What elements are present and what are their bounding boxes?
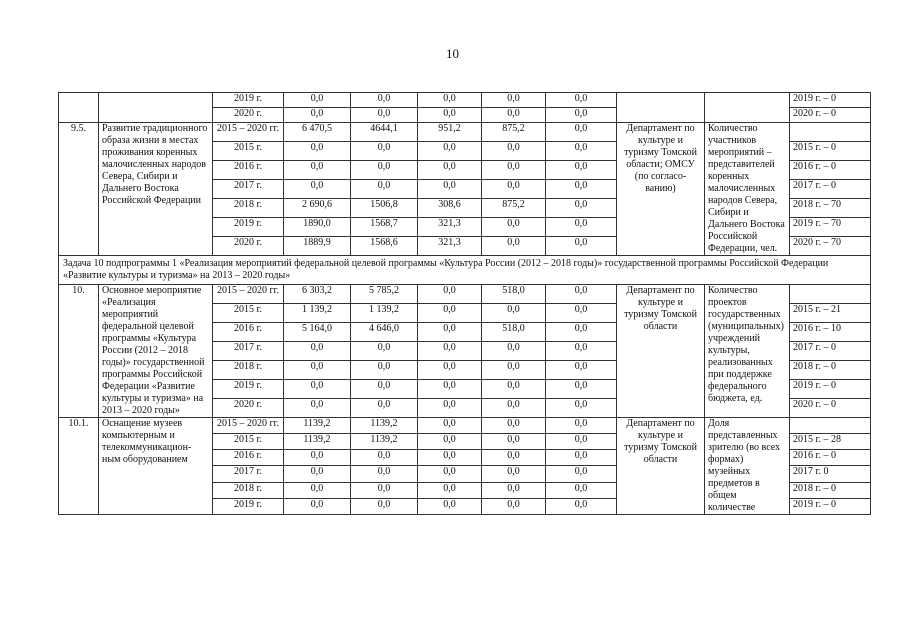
amount-cell: 0,0 [284,466,351,482]
amount-cell: 0,0 [482,482,546,498]
amount-cell: 518,0 [482,285,546,304]
amount-cell: 0,0 [546,482,617,498]
amount-cell: 0,0 [418,418,482,434]
amount-cell: 1139,2 [284,434,351,450]
indicator-value: 2019 г. – 0 [790,498,871,514]
page-number: 10 [446,46,459,61]
amount-cell: 0,0 [418,93,482,108]
period-cell: 2016 г. [213,161,284,180]
indicator-value: 2015 г. – 0 [790,142,871,161]
item-name: Основное мероприятие «Реализация мероприятий федеральной целевой программы «Культура России (2012 – 2018 годы)» государственной программы Российской Федерации «Развитие культуры и туризма» на 2013 – 2020 годы» [99,285,213,418]
period-cell: 2019 г. [213,498,284,514]
amount-cell: 0,0 [482,218,546,237]
amount-cell: 0,0 [418,323,482,342]
amount-cell: 0,0 [546,450,617,466]
amount-cell: 1506,8 [351,199,418,218]
indicator-value [790,123,871,142]
amount-cell: 0,0 [418,304,482,323]
amount-cell: 0,0 [418,380,482,399]
period-cell: 2015 – 2020 гг. [213,285,284,304]
amount-cell: 0,0 [284,361,351,380]
amount-cell: 0,0 [418,399,482,418]
period-cell: 2015 – 2020 гг. [213,418,284,434]
amount-cell: 321,3 [418,218,482,237]
period-cell: 2017 г. [213,466,284,482]
amount-cell: 308,6 [418,199,482,218]
indicator-value: 2018 г. – 0 [790,482,871,498]
item-number: 10.1. [59,418,99,515]
amount-cell: 0,0 [546,218,617,237]
indicator-value: 2020 г. – 0 [790,399,871,418]
indicator-value: 2017 г. – 0 [790,342,871,361]
period-cell: 2020 г. [213,399,284,418]
amount-cell: 0,0 [418,361,482,380]
amount-cell: 0,0 [482,93,546,108]
amount-cell: 0,0 [351,342,418,361]
amount-cell: 0,0 [418,342,482,361]
amount-cell: 0,0 [482,142,546,161]
amount-cell: 0,0 [418,285,482,304]
amount-cell: 0,0 [546,142,617,161]
amount-cell: 0,0 [351,482,418,498]
item-name: Развитие традиционного образа жизни в местах проживания коренных малочисленных народов Севера, Сибири и Дальнего Востока Российской Федерации [99,123,213,256]
amount-cell: 1139,2 [351,434,418,450]
item-number: 10. [59,285,99,418]
executor-cell: Департамент по культуре и туризму Томской области [617,418,705,515]
period-cell: 2017 г. [213,180,284,199]
amount-cell: 0,0 [546,434,617,450]
indicator-value: 2019 г. – 0 [790,93,871,108]
amount-cell: 0,0 [482,108,546,123]
amount-cell: 875,2 [482,199,546,218]
amount-cell: 0,0 [546,418,617,434]
indicator-name [705,93,790,123]
amount-cell: 1568,7 [351,218,418,237]
amount-cell: 0,0 [351,93,418,108]
amount-cell: 0,0 [284,380,351,399]
indicator-value: 2018 г. – 0 [790,361,871,380]
amount-cell: 2 690,6 [284,199,351,218]
table-row [59,285,871,304]
period-cell: 2019 г. [213,93,284,108]
executor-cell: Департамент по культуре и туризму Томской области [617,285,705,418]
amount-cell: 0,0 [546,342,617,361]
indicator-value [790,285,871,304]
amount-cell: 0,0 [546,380,617,399]
amount-cell: 1890,0 [284,218,351,237]
amount-cell: 0,0 [418,466,482,482]
indicator-value: 2016 г. – 10 [790,323,871,342]
indicator-name: Доля представленных зрителю (во всех формах) музейных предметов в общем количестве [705,418,790,515]
period-cell: 2020 г. [213,237,284,256]
amount-cell: 0,0 [546,123,617,142]
amount-cell: 0,0 [546,466,617,482]
amount-cell: 0,0 [284,180,351,199]
amount-cell: 0,0 [546,323,617,342]
amount-cell: 0,0 [351,161,418,180]
indicator-value: 2020 г. – 70 [790,237,871,256]
period-cell: 2016 г. [213,323,284,342]
amount-cell: 0,0 [482,399,546,418]
indicator-value: 2019 г. – 0 [790,380,871,399]
amount-cell: 0,0 [482,498,546,514]
indicator-value: 2018 г. – 70 [790,199,871,218]
amount-cell: 0,0 [482,466,546,482]
amount-cell: 0,0 [546,498,617,514]
amount-cell: 0,0 [284,482,351,498]
amount-cell: 0,0 [351,361,418,380]
amount-cell: 0,0 [418,482,482,498]
amount-cell: 0,0 [284,498,351,514]
amount-cell: 0,0 [482,180,546,199]
amount-cell: 0,0 [546,237,617,256]
indicator-value: 2017 г. 0 [790,466,871,482]
amount-cell: 0,0 [284,108,351,123]
amount-cell: 0,0 [546,199,617,218]
amount-cell: 0,0 [284,399,351,418]
period-cell: 2018 г. [213,199,284,218]
period-cell: 2019 г. [213,218,284,237]
amount-cell: 951,2 [418,123,482,142]
period-cell: 2015 г. [213,142,284,161]
amount-cell: 0,0 [546,285,617,304]
indicator-value: 2016 г. – 0 [790,450,871,466]
amount-cell: 0,0 [418,108,482,123]
amount-cell: 6 470,5 [284,123,351,142]
indicator-value: 2019 г. – 70 [790,218,871,237]
indicator-name: Количество проектов государственных (муниципальных) учреждений культуры, реализованных при поддержке федерального бюджета, ед. [705,285,790,418]
amount-cell: 0,0 [546,161,617,180]
amount-cell: 0,0 [418,434,482,450]
period-cell: 2015 г. [213,304,284,323]
indicator-value: 2017 г. – 0 [790,180,871,199]
amount-cell: 0,0 [482,237,546,256]
amount-cell: 5 164,0 [284,323,351,342]
indicator-name: Количество участников мероприятий – представителей коренных малочисленных народов Севера, Сибири и Дальнего Востока Российской Федерации, чел. [705,123,790,256]
period-cell: 2020 г. [213,108,284,123]
item-name: Оснащение музеев компьютерным и телекоммуникацион-ным оборудованием [99,418,213,515]
amount-cell: 0,0 [351,399,418,418]
table-row [59,93,871,108]
amount-cell: 0,0 [546,361,617,380]
amount-cell: 1139,2 [284,418,351,434]
task-text: Задача 10 подпрограммы 1 «Реализация мероприятий федеральной целевой программы «Культура России (2012 – 2018 годы)» государственной программы Российской Федерации «Развитие культуры и туризма» на 2013 – 2020 годы» [59,256,871,285]
amount-cell: 1889,9 [284,237,351,256]
amount-cell: 875,2 [482,123,546,142]
amount-cell: 0,0 [482,361,546,380]
period-cell: 2018 г. [213,361,284,380]
amount-cell: 0,0 [351,466,418,482]
amount-cell: 0,0 [418,142,482,161]
amount-cell: 0,0 [284,161,351,180]
executor-cell: Департамент по культуре и туризму Томской области; ОМСУ (по согласо-ванию) [617,123,705,256]
amount-cell: 0,0 [284,342,351,361]
amount-cell: 1 139,2 [351,304,418,323]
indicator-value: 2015 г. – 21 [790,304,871,323]
amount-cell: 0,0 [351,450,418,466]
amount-cell: 0,0 [482,418,546,434]
executor-cell [617,93,705,123]
amount-cell: 321,3 [418,237,482,256]
item-name [99,93,213,123]
period-cell: 2015 – 2020 гг. [213,123,284,142]
amount-cell: 6 303,2 [284,285,351,304]
budget-table [58,92,871,515]
amount-cell: 4 646,0 [351,323,418,342]
amount-cell: 1139,2 [351,418,418,434]
amount-cell: 0,0 [546,180,617,199]
amount-cell: 0,0 [482,161,546,180]
amount-cell: 0,0 [351,380,418,399]
amount-cell: 0,0 [546,399,617,418]
indicator-value: 2020 г. – 0 [790,108,871,123]
indicator-value: 2016 г. – 0 [790,161,871,180]
amount-cell: 5 785,2 [351,285,418,304]
amount-cell: 4644,1 [351,123,418,142]
amount-cell: 0,0 [482,434,546,450]
period-cell: 2018 г. [213,482,284,498]
amount-cell: 0,0 [418,450,482,466]
table-row [59,123,871,142]
period-cell: 2016 г. [213,450,284,466]
amount-cell: 1 139,2 [284,304,351,323]
amount-cell: 0,0 [351,180,418,199]
amount-cell: 0,0 [482,380,546,399]
amount-cell: 0,0 [284,142,351,161]
table-row [59,418,871,434]
amount-cell: 0,0 [284,450,351,466]
amount-cell: 0,0 [482,342,546,361]
amount-cell: 0,0 [546,93,617,108]
task-row [59,256,871,285]
item-number: 9.5. [59,123,99,256]
amount-cell: 518,0 [482,323,546,342]
amount-cell: 0,0 [284,93,351,108]
indicator-value: 2015 г. – 28 [790,434,871,450]
amount-cell: 1568,6 [351,237,418,256]
amount-cell: 0,0 [418,180,482,199]
amount-cell: 0,0 [351,108,418,123]
amount-cell: 0,0 [482,450,546,466]
amount-cell: 0,0 [418,498,482,514]
amount-cell: 0,0 [546,108,617,123]
period-cell: 2017 г. [213,342,284,361]
amount-cell: 0,0 [351,498,418,514]
amount-cell: 0,0 [482,304,546,323]
amount-cell: 0,0 [351,142,418,161]
period-cell: 2019 г. [213,380,284,399]
period-cell: 2015 г. [213,434,284,450]
item-number [59,93,99,123]
amount-cell: 0,0 [418,161,482,180]
amount-cell: 0,0 [546,304,617,323]
indicator-value [790,418,871,434]
